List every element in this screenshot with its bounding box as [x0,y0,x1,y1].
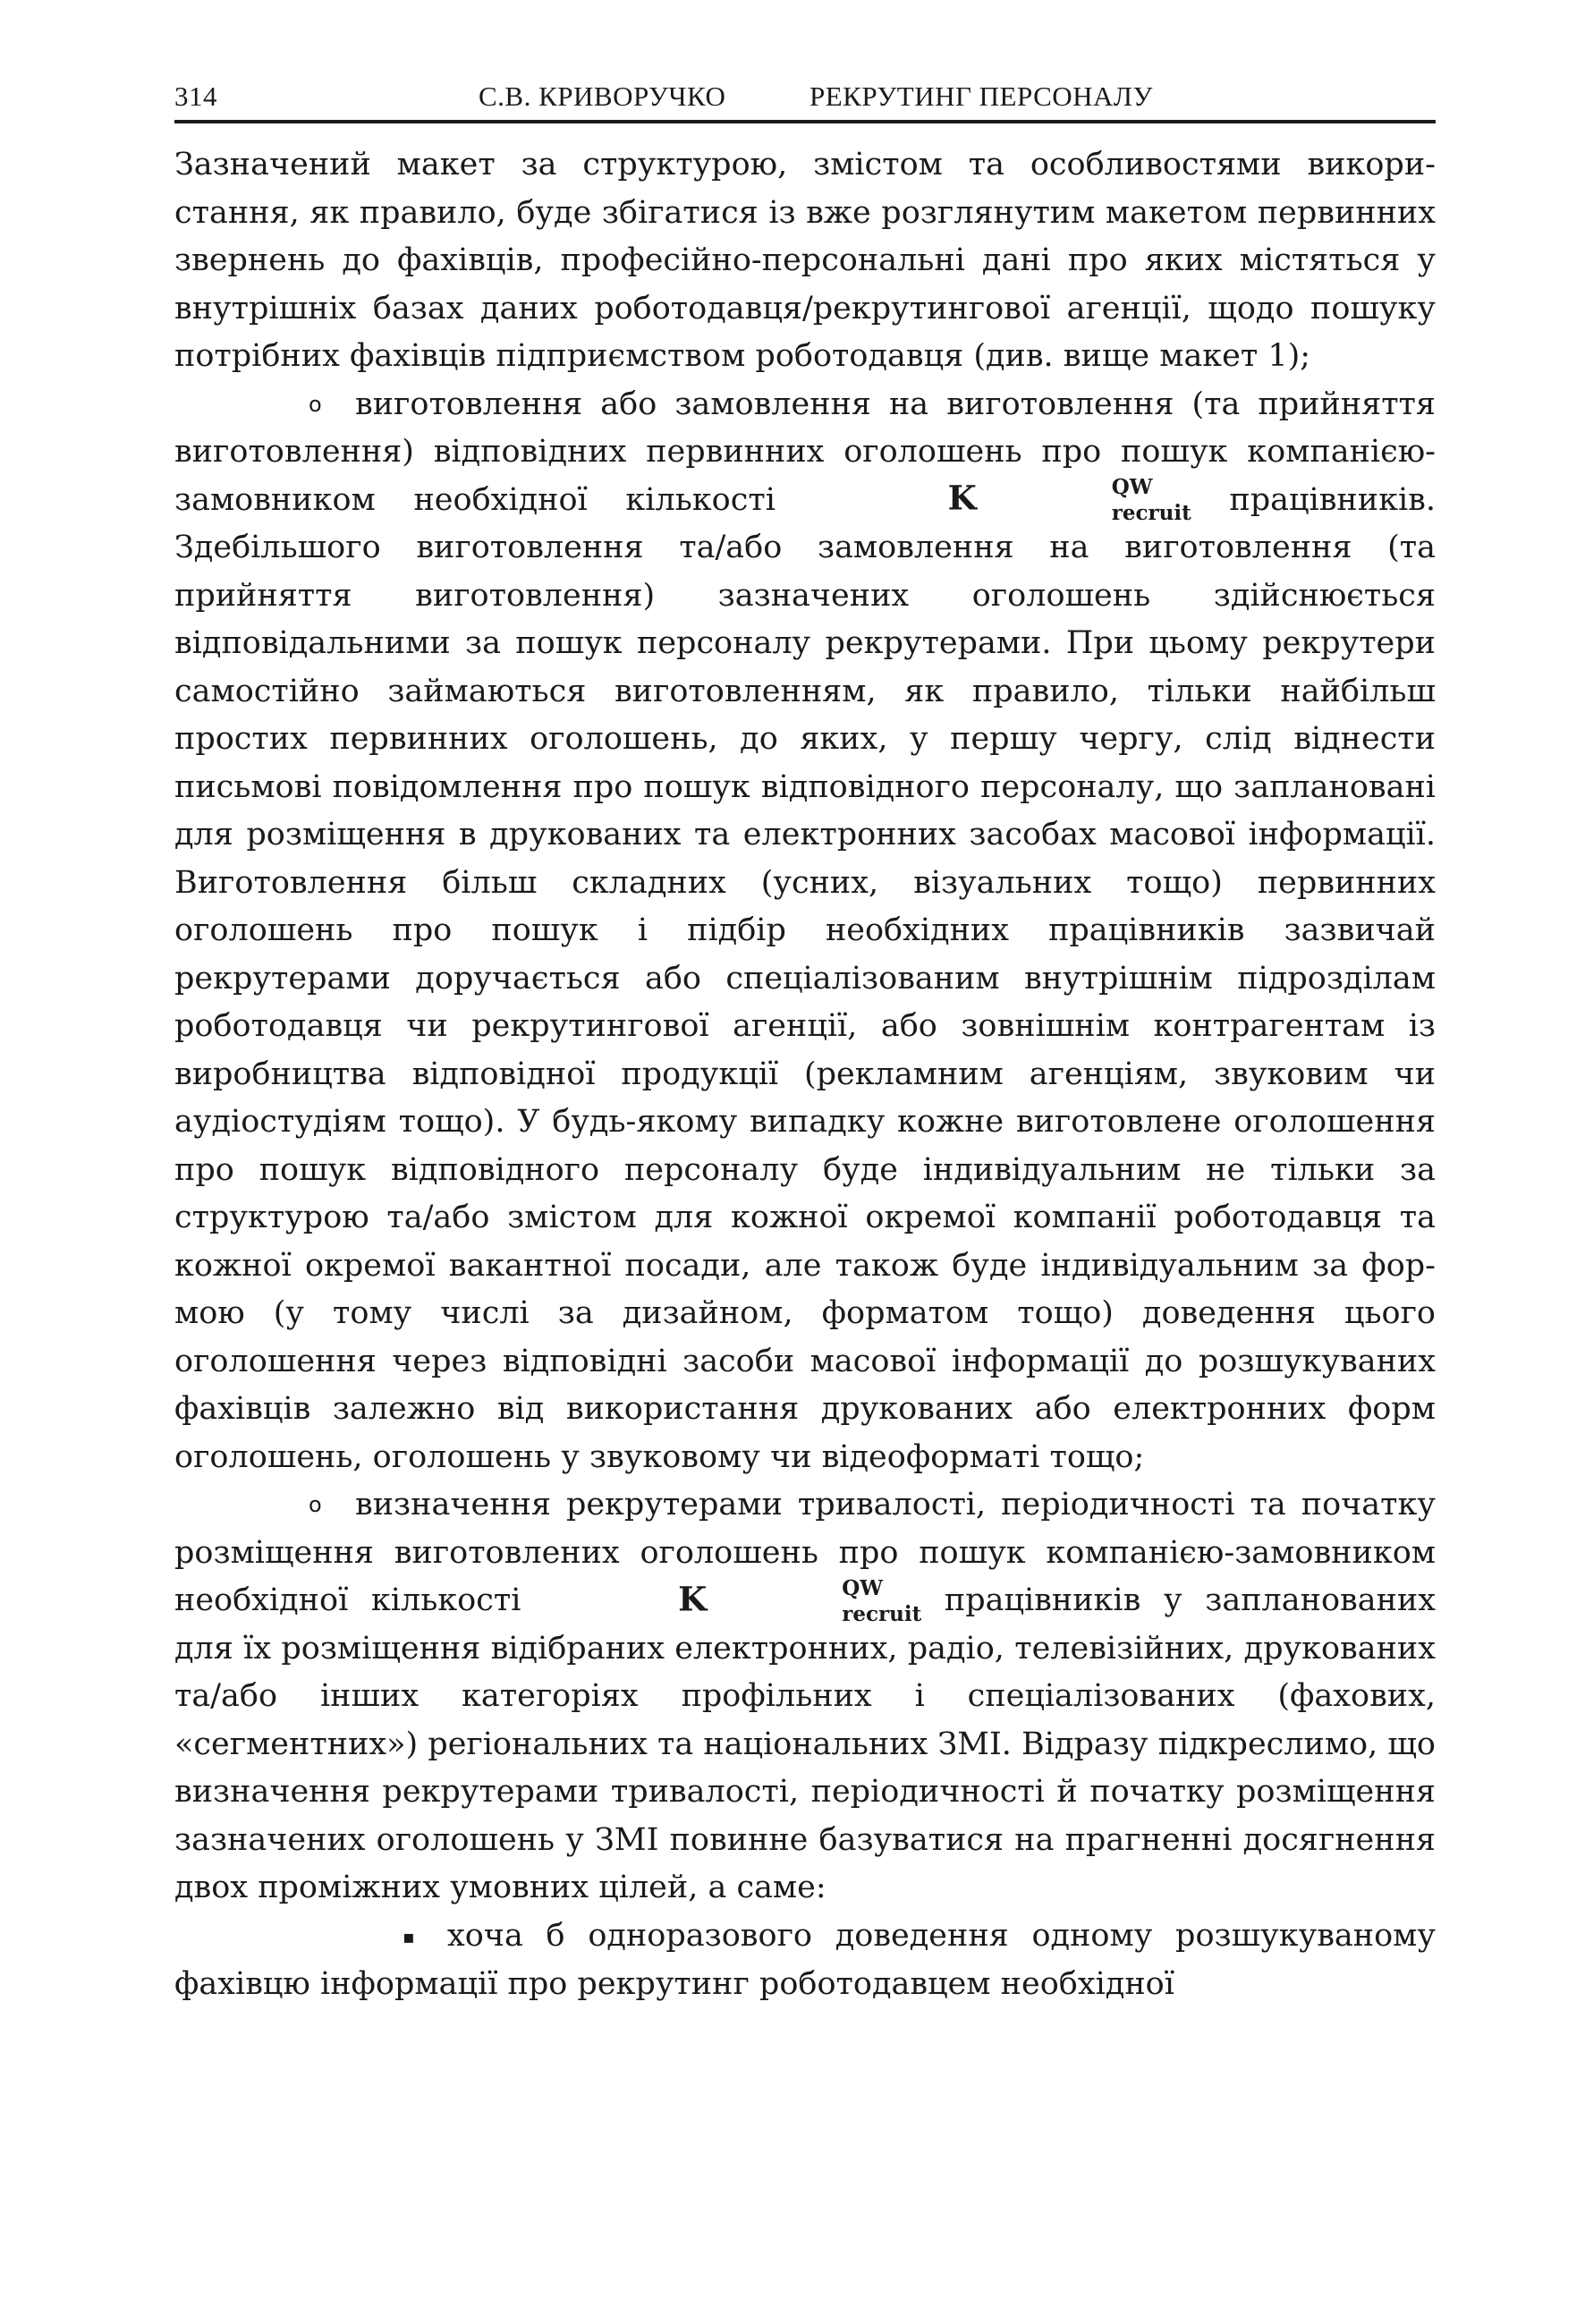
symbol-subscript: recruit [1111,501,1191,525]
sub-list-item-delivery [174,1913,1436,2009]
page-number: 314 [174,81,217,112]
k-qw-recruit-symbol [814,475,1191,525]
symbol-superscript: QW [1111,475,1153,499]
symbol-base: K [678,1579,708,1618]
document-page [174,72,1436,2009]
square-bullet-icon: ▪ [403,1925,415,1947]
symbol-base: K [947,478,977,518]
running-head [174,72,1436,125]
symbol-subscript: recruit [842,1601,922,1626]
paragraph-intro: Зазначений макет за структурою, змістом та особливостями використання, як правило, буде збігатися із вже розглянутим макетом первинних звернень до фахівців, професійно-персональні дані про яких містяться у внутрішніх базах даних роботодавця/рекрутингової агенції, щодо пошуку потрібних фахівців підприємством роботодавця (див. вище макет 1); [174,147,1436,374]
sub-list-item-text: хоча б одноразового доведення одному розшукуваному фахівцю інформації про рекрутинг роботодавцем необхідної [174,1917,1436,2002]
list-item-scheduling [174,1481,1436,1913]
running-head-author: С.В. КРИВОРУЧКО [479,81,726,112]
header-divider [174,120,1436,123]
list-item-text-before-symbol: визначення рекрутерами тривалості, періодичності та початку розміщення виготовлених оголошень про пошук компанією-замовником необхідної кількості [174,1487,1436,1618]
body-text [174,141,1436,2009]
list-item-production [174,381,1436,1482]
symbol-superscript: QW [842,1575,884,1600]
hollow-circle-bullet-icon: o [309,391,322,417]
running-head-book-title: РЕКРУТИНГ ПЕРСОНАЛУ [809,81,1153,112]
k-qw-recruit-symbol [544,1575,922,1626]
list-item-text-before-symbol: виготовлення або замовлення на виготовлення (та прийняття виготовлення) відповідних первинних оголошень про пошук компанією-замовником необхідної кількості [174,386,1436,518]
list-item-text-after-symbol: працівників у запланованих для їх розміщення відібраних електронних, радіо, телевізійних, друкованих та/або інших категоріях профільних і спеціалізованих (фахових, «сегментних») регіональних та національних ЗМІ. Відразу підкреслимо, що визначення рекрутерами тривалості, періодичності й початку розміщення зазначених оголошень у ЗМІ повинне базуватися на прагненні досягнення двох проміжних умовних цілей, а саме: [174,1582,1436,1905]
list-item-text-after-symbol: працівників. Здебільшого виготовлення та/або замовлення на виготовлення (та прийняття виготовлення) зазначених оголошень здійснюється відповідальними за пошук персоналу рекрутерами. При цьому рекрутери самостійно займаються виготовленням, як правило, тільки найбільш простих первинних оголошень, до яких, у першу чергу, слід віднести письмові повідомлення про пошук відповідного персоналу, що заплановані для розміщення в друкованих та електронних засобах масової інформації. Виготовлення більш складних (усних, візуальних тощо) первинних оголошень про пошук і підбір необхідних працівників зазвичай рекрутерами доручається або спеціалізованим внутрішнім підрозділам роботодавця чи рекрутингової агенції, або зовнішнім контрагентам із виробництва відповідної продукції (рекламним агенціям, звуковим чи аудіостудіям тощо). У будь-якому випадку кожне виготовлене оголошення про пошук відповідного персоналу буде індивідуальним не тільки за структурою та/або змістом для кожної окремої компанії роботодавця та кожної окремої вакантної посади, але також буде індивідуальним за формою (у тому числі за дизайном, форматом тощо) доведення цього оголошення через відповідні засоби масової інформації до розшукуваних фахівців залежно від використання друкованих або електронних форм оголошень, оголошень у звуковому чи відеоформаті тощо; [174,481,1436,1475]
hollow-circle-bullet-icon: o [309,1492,322,1517]
